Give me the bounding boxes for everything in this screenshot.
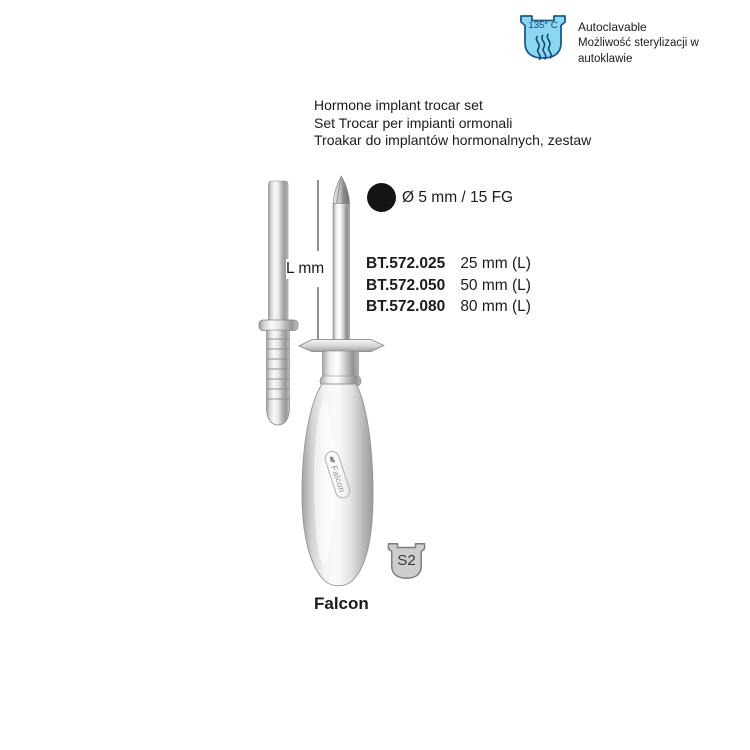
variant-code: BT.572.025 [366,255,446,272]
variant-table [366,253,531,318]
obturator-illustration [259,181,298,425]
variant-length: 50 mm (L) [460,276,531,294]
brand-name: Falcon [314,594,369,613]
variant-code: BT.572.080 [366,298,446,315]
product-title-it: Set Trocar per impianti ormonali [314,114,513,131]
handle-engraving-text: Falcon [329,464,348,494]
autoclavable-label-pl: Możliwość sterylizacji w autoklawie [578,37,699,65]
variant-code: BT.572.050 [366,276,446,294]
variant-length: 25 mm (L) [460,255,531,272]
obturator-end-bulb [267,399,290,425]
autoclave-icon [518,14,568,60]
diameter-spec: Ø 5 mm / 15 FG [402,189,514,206]
length-dimension-label: L mm [286,260,325,277]
product-titles [314,97,591,150]
variant-length: 80 mm (L) [460,298,531,315]
set-badge-label: S2 [397,552,416,569]
trocar-shaft [333,204,350,343]
trocar-guard-flange [299,340,384,352]
diameter-dot [367,183,396,212]
falcon-bird-icon [327,454,338,465]
variant-row [366,275,531,297]
autoclavable-label: Autoclavable [578,20,647,34]
autoclave-badge [518,14,750,67]
product-title-pl: Troakar do implantów hormonalnych, zestaw [314,132,592,148]
trocar-illustration [299,176,384,586]
trocar-neck [323,351,359,379]
product-title-en: Hormone implant trocar set [314,97,483,113]
variant-row [366,296,531,318]
obturator-shaft [269,181,289,323]
trocar-tip [333,176,349,204]
handle-highlight [314,401,334,565]
variant-row [366,253,531,275]
obturator-flange [259,320,298,331]
autoclave-temperature: 135° C [528,20,558,31]
set-badge [386,542,427,580]
